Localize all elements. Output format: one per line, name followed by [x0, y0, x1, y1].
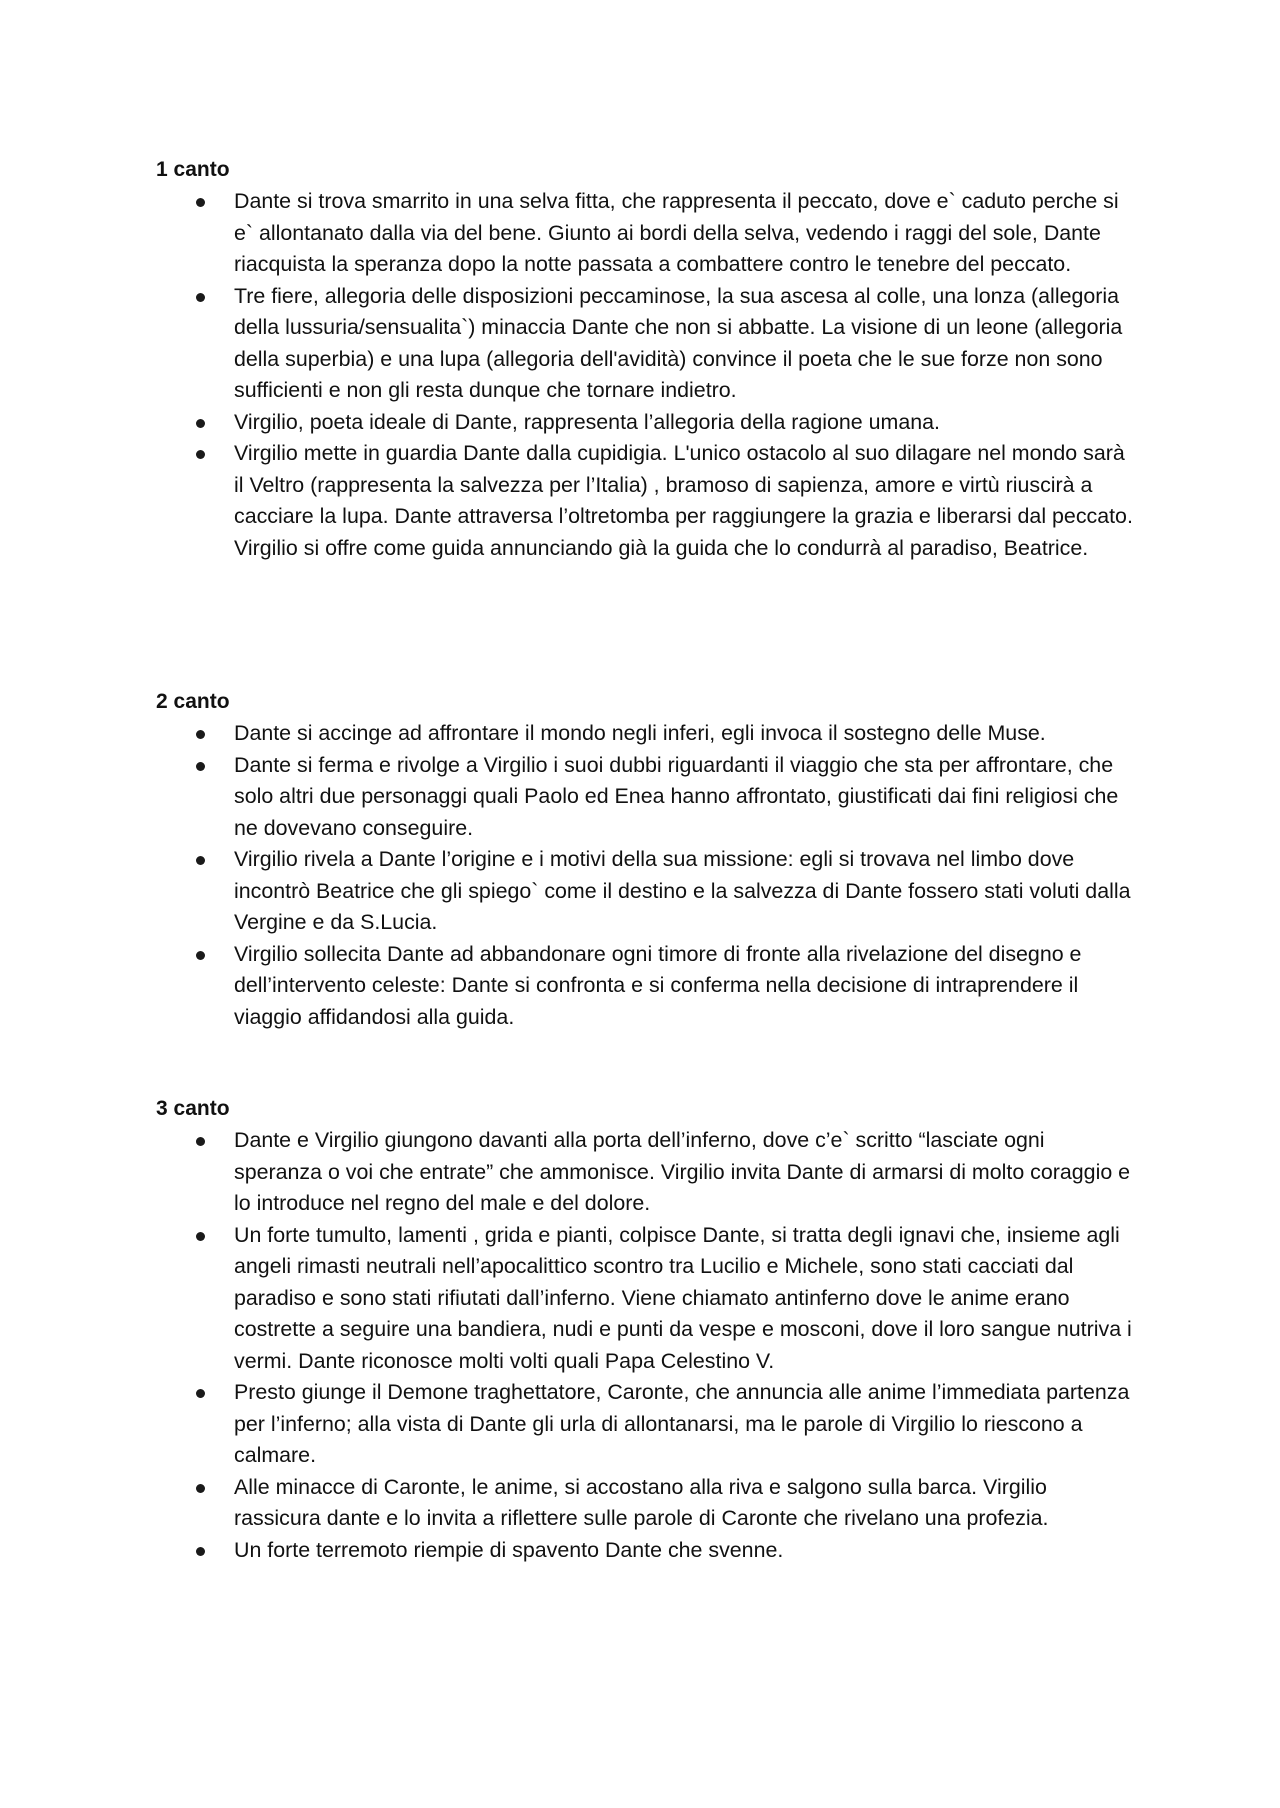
bullet-icon — [196, 730, 205, 739]
list-item: Un forte tumulto, lamenti , grida e pianti, colpisce Dante, si tratta degli ignavi che, insieme agli angeli rimasti neutrali nell’apocalittico scontro tra Lucilio e Michele, sono stati cacciati dal paradiso e sono stati rifiutati dall’inferno. Viene chiamato antinferno dove le anime erano costrette a seguire una bandiera, nudi e punti da vespe e mosconi, dove il loro sangue nutriva i vermi. Dante riconosce molti volti quali Papa Celestino V. — [156, 1220, 1136, 1378]
list-item: Dante si trova smarrito in una selva fitta, che rappresenta il peccato, dove e` caduto perche si e` allontanato dalla via del bene. Giunto ai bordi della selva, vedendo i raggi del sole, Dante riacquista la speranza dopo la notte passata a combattere contro le tenebre del peccato. — [156, 186, 1136, 281]
bullet-list — [156, 1125, 1136, 1566]
bullet-icon — [196, 293, 205, 302]
section-title: 2 canto — [156, 690, 230, 713]
list-item: Virgilio, poeta ideale di Dante, rappresenta l’allegoria della ragione umana. — [156, 407, 1136, 439]
bullet-icon — [196, 1547, 205, 1556]
section-canto-3 — [156, 1093, 1136, 1566]
bullet-icon — [196, 1232, 205, 1241]
list-item: Tre fiere, allegoria delle disposizioni peccaminose, la sua ascesa al colle, una lonza (allegoria della lussuria/sensualita`) minaccia Dante che non si abbatte. La visione di un leone (allegoria della superbia) e una lupa (allegoria dell'avidità) convince il poeta che le sue forze non sono sufficienti e non gli resta dunque che tornare indietro. — [156, 281, 1136, 407]
bullet-list — [156, 186, 1136, 564]
section-canto-2 — [156, 686, 1136, 1033]
bullet-icon — [196, 951, 205, 960]
list-item: Virgilio sollecita Dante ad abbandonare ogni timore di fronte alla rivelazione del disegno e dell’intervento celeste: Dante si confronta e si conferma nella decisione di intraprendere il viaggio affidandosi alla guida. — [156, 939, 1136, 1034]
section-canto-1 — [156, 154, 1136, 564]
list-item: Alle minacce di Caronte, le anime, si accostano alla riva e salgono sulla barca. Virgilio rassicura dante e lo invita a riflettere sulle parole di Caronte che rivelano una profezia. — [156, 1472, 1136, 1535]
bullet-icon — [196, 198, 205, 207]
list-item: Presto giunge il Demone traghettatore, Caronte, che annuncia alle anime l’immediata partenza per l’inferno; alla vista di Dante gli urla di allontanarsi, ma le parole di Virgilio lo riescono a calmare. — [156, 1377, 1136, 1472]
list-item: Dante e Virgilio giungono davanti alla porta dell’inferno, dove c’e` scritto “lasciate ogni speranza o voi che entrate” che ammonisce. Virgilio invita Dante di armarsi di molto coraggio e lo introduce nel regno del male e del dolore. — [156, 1125, 1136, 1220]
bullet-icon — [196, 856, 205, 865]
list-item: Dante si accinge ad affrontare il mondo negli inferi, egli invoca il sostegno delle Muse. — [156, 718, 1136, 750]
bullet-icon — [196, 450, 205, 459]
section-title: 1 canto — [156, 158, 230, 181]
list-item: Dante si ferma e rivolge a Virgilio i suoi dubbi riguardanti il viaggio che sta per affrontare, che solo altri due personaggi quali Paolo ed Enea hanno affrontato, giustificati dai fini religiosi che ne dovevano conseguire. — [156, 750, 1136, 845]
bullet-icon — [196, 1137, 205, 1146]
list-item: Virgilio rivela a Dante l’origine e i motivi della sua missione: egli si trovava nel limbo dove incontrò Beatrice che gli spiego` come il destino e la salvezza di Dante fossero stati voluti dalla Vergine e da S.Lucia. — [156, 844, 1136, 939]
section-title: 3 canto — [156, 1097, 230, 1120]
bullet-list — [156, 718, 1136, 1033]
list-item: Virgilio mette in guardia Dante dalla cupidigia. L'unico ostacolo al suo dilagare nel mondo sarà il Veltro (rappresenta la salvezza per l’Italia) , bramoso di sapienza, amore e virtù riuscirà a cacciare la lupa. Dante attraversa l’oltretomba per raggiungere la grazia e liberarsi dal peccato. Virgilio si offre come guida annunciando già la guida che lo condurrà al paradiso, Beatrice. — [156, 438, 1136, 564]
bullet-icon — [196, 1389, 205, 1398]
bullet-icon — [196, 1484, 205, 1493]
bullet-icon — [196, 419, 205, 428]
list-item: Un forte terremoto riempie di spavento Dante che svenne. — [156, 1535, 1136, 1567]
bullet-icon — [196, 762, 205, 771]
